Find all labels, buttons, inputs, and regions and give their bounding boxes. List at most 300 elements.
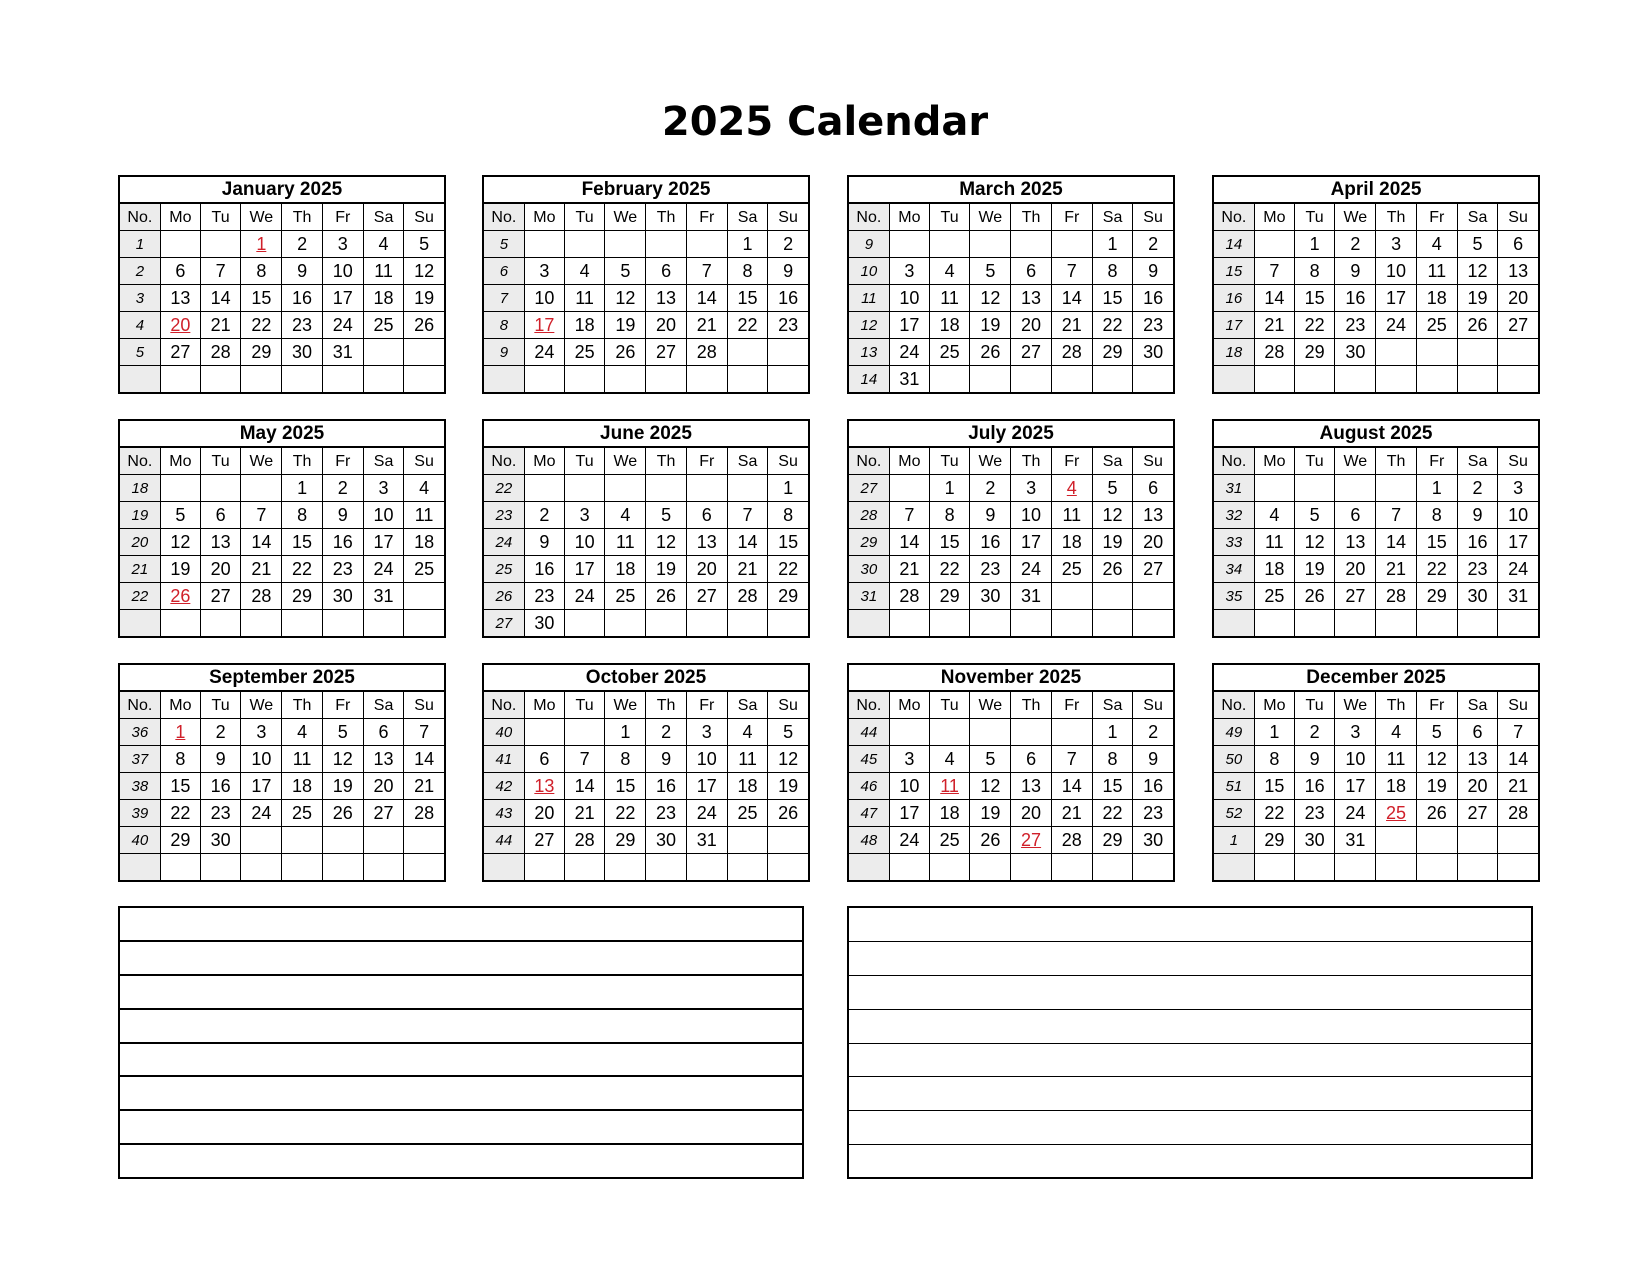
day-cell[interactable] <box>768 583 808 610</box>
day-cell[interactable] <box>889 285 929 312</box>
day-cell[interactable] <box>1133 258 1173 285</box>
day-cell[interactable] <box>404 800 444 827</box>
day-cell[interactable] <box>1498 583 1538 610</box>
day-cell[interactable] <box>727 556 767 583</box>
day-cell[interactable] <box>1457 285 1497 312</box>
day-cell[interactable] <box>1294 312 1334 339</box>
day-cell[interactable] <box>1051 746 1092 773</box>
day-cell[interactable] <box>1376 800 1416 827</box>
day-cell[interactable] <box>1092 231 1132 258</box>
day-cell[interactable] <box>241 285 282 312</box>
day-cell[interactable] <box>646 719 686 746</box>
day-cell[interactable] <box>727 746 767 773</box>
day-cell[interactable] <box>646 583 686 610</box>
day-cell[interactable] <box>524 339 564 366</box>
day-cell[interactable] <box>929 556 969 583</box>
day-cell[interactable] <box>605 285 646 312</box>
notes-line[interactable] <box>120 908 802 942</box>
day-cell[interactable] <box>200 827 240 854</box>
day-cell[interactable] <box>768 719 808 746</box>
day-cell[interactable] <box>1092 502 1132 529</box>
day-cell[interactable] <box>686 773 727 800</box>
day-cell[interactable] <box>1457 258 1497 285</box>
day-cell[interactable] <box>363 719 403 746</box>
day-cell[interactable] <box>564 258 604 285</box>
notes-line[interactable] <box>120 1111 802 1145</box>
day-cell[interactable] <box>1092 746 1132 773</box>
notes-box-right[interactable] <box>847 906 1533 1179</box>
day-cell[interactable] <box>605 529 646 556</box>
day-cell[interactable] <box>1294 258 1334 285</box>
day-cell[interactable] <box>1011 800 1051 827</box>
day-cell[interactable] <box>564 502 604 529</box>
day-cell[interactable] <box>1011 773 1051 800</box>
day-cell[interactable] <box>1133 312 1173 339</box>
day-cell[interactable] <box>322 312 363 339</box>
day-cell[interactable] <box>524 827 564 854</box>
day-cell[interactable] <box>1092 258 1132 285</box>
day-cell[interactable] <box>322 502 363 529</box>
day-cell[interactable] <box>1416 556 1457 583</box>
day-cell[interactable] <box>282 339 322 366</box>
day-cell[interactable] <box>929 800 969 827</box>
day-cell[interactable] <box>646 746 686 773</box>
notes-line[interactable] <box>849 1044 1531 1078</box>
day-cell[interactable] <box>1376 285 1416 312</box>
day-cell[interactable] <box>1092 800 1132 827</box>
notes-line[interactable] <box>849 1077 1531 1111</box>
day-cell[interactable] <box>1416 258 1457 285</box>
day-cell[interactable] <box>322 285 363 312</box>
day-cell[interactable] <box>524 556 564 583</box>
day-cell[interactable] <box>646 529 686 556</box>
day-cell[interactable] <box>363 556 403 583</box>
day-cell[interactable] <box>1254 258 1294 285</box>
day-cell[interactable] <box>282 773 322 800</box>
day-cell[interactable] <box>1376 312 1416 339</box>
day-cell[interactable] <box>322 556 363 583</box>
day-cell[interactable] <box>889 312 929 339</box>
day-cell[interactable] <box>1011 258 1051 285</box>
day-cell[interactable] <box>200 583 240 610</box>
day-cell[interactable] <box>727 800 767 827</box>
day-cell[interactable] <box>889 556 929 583</box>
day-cell[interactable] <box>1051 339 1092 366</box>
day-cell[interactable] <box>1092 285 1132 312</box>
day-cell[interactable] <box>241 231 282 258</box>
day-cell[interactable] <box>1335 502 1376 529</box>
day-cell[interactable] <box>1416 502 1457 529</box>
day-cell[interactable] <box>1254 502 1294 529</box>
notes-line[interactable] <box>849 1145 1531 1179</box>
day-cell[interactable] <box>889 529 929 556</box>
day-cell[interactable] <box>1376 773 1416 800</box>
day-cell[interactable] <box>1133 529 1173 556</box>
day-cell[interactable] <box>686 583 727 610</box>
day-cell[interactable] <box>282 583 322 610</box>
day-cell[interactable] <box>1335 339 1376 366</box>
day-cell[interactable] <box>363 475 403 502</box>
day-cell[interactable] <box>404 475 444 502</box>
day-cell[interactable] <box>605 827 646 854</box>
day-cell[interactable] <box>524 773 564 800</box>
day-cell[interactable] <box>686 529 727 556</box>
day-cell[interactable] <box>1051 285 1092 312</box>
day-cell[interactable] <box>200 529 240 556</box>
day-cell[interactable] <box>241 583 282 610</box>
day-cell[interactable] <box>564 556 604 583</box>
day-cell[interactable] <box>686 800 727 827</box>
day-cell[interactable] <box>160 719 200 746</box>
day-cell[interactable] <box>970 339 1011 366</box>
day-cell[interactable] <box>605 719 646 746</box>
day-cell[interactable] <box>970 583 1011 610</box>
day-cell[interactable] <box>1011 502 1051 529</box>
day-cell[interactable] <box>1051 475 1092 502</box>
day-cell[interactable] <box>160 339 200 366</box>
day-cell[interactable] <box>768 285 808 312</box>
notes-line[interactable] <box>120 942 802 976</box>
day-cell[interactable] <box>322 746 363 773</box>
day-cell[interactable] <box>1294 746 1334 773</box>
day-cell[interactable] <box>200 339 240 366</box>
day-cell[interactable] <box>1498 719 1538 746</box>
day-cell[interactable] <box>686 556 727 583</box>
day-cell[interactable] <box>1335 231 1376 258</box>
notes-line[interactable] <box>120 976 802 1010</box>
day-cell[interactable] <box>160 556 200 583</box>
day-cell[interactable] <box>1011 285 1051 312</box>
day-cell[interactable] <box>282 312 322 339</box>
day-cell[interactable] <box>727 719 767 746</box>
day-cell[interactable] <box>1457 746 1497 773</box>
day-cell[interactable] <box>404 746 444 773</box>
day-cell[interactable] <box>1416 475 1457 502</box>
day-cell[interactable] <box>1457 502 1497 529</box>
day-cell[interactable] <box>1133 285 1173 312</box>
day-cell[interactable] <box>241 258 282 285</box>
day-cell[interactable] <box>1051 529 1092 556</box>
day-cell[interactable] <box>1092 719 1132 746</box>
day-cell[interactable] <box>727 258 767 285</box>
day-cell[interactable] <box>1133 719 1173 746</box>
day-cell[interactable] <box>1416 583 1457 610</box>
day-cell[interactable] <box>646 258 686 285</box>
day-cell[interactable] <box>605 556 646 583</box>
day-cell[interactable] <box>524 258 564 285</box>
day-cell[interactable] <box>686 502 727 529</box>
day-cell[interactable] <box>1335 556 1376 583</box>
day-cell[interactable] <box>1335 312 1376 339</box>
day-cell[interactable] <box>929 312 969 339</box>
day-cell[interactable] <box>241 719 282 746</box>
day-cell[interactable] <box>1294 339 1334 366</box>
day-cell[interactable] <box>1092 773 1132 800</box>
day-cell[interactable] <box>322 258 363 285</box>
day-cell[interactable] <box>1335 827 1376 854</box>
day-cell[interactable] <box>282 556 322 583</box>
day-cell[interactable] <box>1051 556 1092 583</box>
day-cell[interactable] <box>686 719 727 746</box>
day-cell[interactable] <box>970 312 1011 339</box>
day-cell[interactable] <box>1416 285 1457 312</box>
day-cell[interactable] <box>929 285 969 312</box>
day-cell[interactable] <box>970 827 1011 854</box>
day-cell[interactable] <box>564 285 604 312</box>
day-cell[interactable] <box>889 258 929 285</box>
day-cell[interactable] <box>1416 800 1457 827</box>
day-cell[interactable] <box>1335 529 1376 556</box>
day-cell[interactable] <box>605 312 646 339</box>
day-cell[interactable] <box>929 529 969 556</box>
day-cell[interactable] <box>646 827 686 854</box>
day-cell[interactable] <box>363 583 403 610</box>
day-cell[interactable] <box>686 258 727 285</box>
day-cell[interactable] <box>605 773 646 800</box>
day-cell[interactable] <box>1376 258 1416 285</box>
day-cell[interactable] <box>1376 231 1416 258</box>
day-cell[interactable] <box>1133 746 1173 773</box>
day-cell[interactable] <box>768 231 808 258</box>
day-cell[interactable] <box>1294 285 1334 312</box>
day-cell[interactable] <box>768 746 808 773</box>
day-cell[interactable] <box>200 285 240 312</box>
day-cell[interactable] <box>1294 556 1334 583</box>
day-cell[interactable] <box>686 746 727 773</box>
day-cell[interactable] <box>1011 475 1051 502</box>
day-cell[interactable] <box>1133 773 1173 800</box>
day-cell[interactable] <box>970 502 1011 529</box>
day-cell[interactable] <box>404 285 444 312</box>
day-cell[interactable] <box>1254 556 1294 583</box>
day-cell[interactable] <box>564 746 604 773</box>
day-cell[interactable] <box>524 746 564 773</box>
day-cell[interactable] <box>1051 502 1092 529</box>
day-cell[interactable] <box>970 746 1011 773</box>
day-cell[interactable] <box>1254 719 1294 746</box>
notes-line[interactable] <box>120 1145 802 1179</box>
day-cell[interactable] <box>1133 800 1173 827</box>
day-cell[interactable] <box>1498 773 1538 800</box>
notes-line[interactable] <box>120 1077 802 1111</box>
day-cell[interactable] <box>200 773 240 800</box>
day-cell[interactable] <box>1254 529 1294 556</box>
day-cell[interactable] <box>241 556 282 583</box>
day-cell[interactable] <box>970 800 1011 827</box>
notes-box-left[interactable] <box>118 906 804 1179</box>
day-cell[interactable] <box>727 231 767 258</box>
day-cell[interactable] <box>1416 719 1457 746</box>
day-cell[interactable] <box>768 258 808 285</box>
day-cell[interactable] <box>1376 583 1416 610</box>
day-cell[interactable] <box>1498 231 1538 258</box>
day-cell[interactable] <box>1092 827 1132 854</box>
day-cell[interactable] <box>686 312 727 339</box>
day-cell[interactable] <box>1254 339 1294 366</box>
day-cell[interactable] <box>564 312 604 339</box>
day-cell[interactable] <box>970 285 1011 312</box>
day-cell[interactable] <box>404 773 444 800</box>
day-cell[interactable] <box>1498 475 1538 502</box>
day-cell[interactable] <box>363 773 403 800</box>
day-cell[interactable] <box>404 556 444 583</box>
day-cell[interactable] <box>768 773 808 800</box>
day-cell[interactable] <box>1376 529 1416 556</box>
notes-line[interactable] <box>849 1111 1531 1145</box>
day-cell[interactable] <box>768 529 808 556</box>
day-cell[interactable] <box>686 339 727 366</box>
day-cell[interactable] <box>646 773 686 800</box>
day-cell[interactable] <box>363 285 403 312</box>
day-cell[interactable] <box>524 285 564 312</box>
day-cell[interactable] <box>1498 285 1538 312</box>
day-cell[interactable] <box>160 773 200 800</box>
day-cell[interactable] <box>322 529 363 556</box>
day-cell[interactable] <box>686 827 727 854</box>
day-cell[interactable] <box>1416 773 1457 800</box>
day-cell[interactable] <box>363 502 403 529</box>
day-cell[interactable] <box>1092 339 1132 366</box>
day-cell[interactable] <box>200 258 240 285</box>
day-cell[interactable] <box>889 583 929 610</box>
day-cell[interactable] <box>929 583 969 610</box>
day-cell[interactable] <box>929 258 969 285</box>
day-cell[interactable] <box>1416 529 1457 556</box>
day-cell[interactable] <box>1133 231 1173 258</box>
day-cell[interactable] <box>160 285 200 312</box>
day-cell[interactable] <box>363 746 403 773</box>
day-cell[interactable] <box>200 556 240 583</box>
day-cell[interactable] <box>1254 583 1294 610</box>
day-cell[interactable] <box>889 502 929 529</box>
day-cell[interactable] <box>282 285 322 312</box>
day-cell[interactable] <box>1254 800 1294 827</box>
day-cell[interactable] <box>1294 583 1334 610</box>
day-cell[interactable] <box>768 312 808 339</box>
day-cell[interactable] <box>282 719 322 746</box>
day-cell[interactable] <box>282 475 322 502</box>
day-cell[interactable] <box>646 800 686 827</box>
day-cell[interactable] <box>768 502 808 529</box>
day-cell[interactable] <box>686 285 727 312</box>
day-cell[interactable] <box>282 529 322 556</box>
day-cell[interactable] <box>646 502 686 529</box>
day-cell[interactable] <box>1457 800 1497 827</box>
day-cell[interactable] <box>1011 583 1051 610</box>
day-cell[interactable] <box>889 746 929 773</box>
day-cell[interactable] <box>768 556 808 583</box>
day-cell[interactable] <box>727 583 767 610</box>
day-cell[interactable] <box>200 719 240 746</box>
day-cell[interactable] <box>363 800 403 827</box>
day-cell[interactable] <box>404 502 444 529</box>
day-cell[interactable] <box>200 800 240 827</box>
day-cell[interactable] <box>929 746 969 773</box>
notes-line[interactable] <box>120 1010 802 1044</box>
day-cell[interactable] <box>1335 258 1376 285</box>
notes-line[interactable] <box>849 908 1531 942</box>
day-cell[interactable] <box>404 529 444 556</box>
day-cell[interactable] <box>1051 773 1092 800</box>
notes-line[interactable] <box>849 942 1531 976</box>
day-cell[interactable] <box>1254 285 1294 312</box>
day-cell[interactable] <box>727 285 767 312</box>
day-cell[interactable] <box>363 312 403 339</box>
day-cell[interactable] <box>241 746 282 773</box>
day-cell[interactable] <box>404 312 444 339</box>
day-cell[interactable] <box>160 529 200 556</box>
day-cell[interactable] <box>1498 312 1538 339</box>
day-cell[interactable] <box>160 312 200 339</box>
day-cell[interactable] <box>1011 827 1051 854</box>
day-cell[interactable] <box>1498 502 1538 529</box>
day-cell[interactable] <box>1457 231 1497 258</box>
day-cell[interactable] <box>727 529 767 556</box>
day-cell[interactable] <box>970 773 1011 800</box>
day-cell[interactable] <box>1294 529 1334 556</box>
day-cell[interactable] <box>1294 231 1334 258</box>
day-cell[interactable] <box>363 231 403 258</box>
day-cell[interactable] <box>646 556 686 583</box>
day-cell[interactable] <box>605 800 646 827</box>
day-cell[interactable] <box>929 827 969 854</box>
day-cell[interactable] <box>1051 827 1092 854</box>
day-cell[interactable] <box>322 773 363 800</box>
day-cell[interactable] <box>160 502 200 529</box>
day-cell[interactable] <box>889 800 929 827</box>
day-cell[interactable] <box>200 746 240 773</box>
day-cell[interactable] <box>200 502 240 529</box>
day-cell[interactable] <box>241 800 282 827</box>
day-cell[interactable] <box>1011 529 1051 556</box>
day-cell[interactable] <box>524 502 564 529</box>
day-cell[interactable] <box>1294 502 1334 529</box>
day-cell[interactable] <box>322 583 363 610</box>
day-cell[interactable] <box>1498 258 1538 285</box>
day-cell[interactable] <box>727 312 767 339</box>
day-cell[interactable] <box>1092 475 1132 502</box>
day-cell[interactable] <box>1133 339 1173 366</box>
notes-line[interactable] <box>849 1010 1531 1044</box>
day-cell[interactable] <box>1457 773 1497 800</box>
day-cell[interactable] <box>1254 827 1294 854</box>
day-cell[interactable] <box>1376 746 1416 773</box>
day-cell[interactable] <box>1011 312 1051 339</box>
day-cell[interactable] <box>564 339 604 366</box>
day-cell[interactable] <box>1416 231 1457 258</box>
day-cell[interactable] <box>1051 312 1092 339</box>
day-cell[interactable] <box>1457 312 1497 339</box>
day-cell[interactable] <box>160 746 200 773</box>
day-cell[interactable] <box>404 231 444 258</box>
day-cell[interactable] <box>241 773 282 800</box>
day-cell[interactable] <box>282 231 322 258</box>
day-cell[interactable] <box>1335 746 1376 773</box>
day-cell[interactable] <box>1092 529 1132 556</box>
day-cell[interactable] <box>605 746 646 773</box>
day-cell[interactable] <box>889 827 929 854</box>
day-cell[interactable] <box>605 339 646 366</box>
day-cell[interactable] <box>1376 556 1416 583</box>
day-cell[interactable] <box>1498 746 1538 773</box>
day-cell[interactable] <box>241 529 282 556</box>
day-cell[interactable] <box>1498 800 1538 827</box>
day-cell[interactable] <box>1133 556 1173 583</box>
day-cell[interactable] <box>970 556 1011 583</box>
day-cell[interactable] <box>1457 719 1497 746</box>
day-cell[interactable] <box>1457 556 1497 583</box>
day-cell[interactable] <box>241 502 282 529</box>
